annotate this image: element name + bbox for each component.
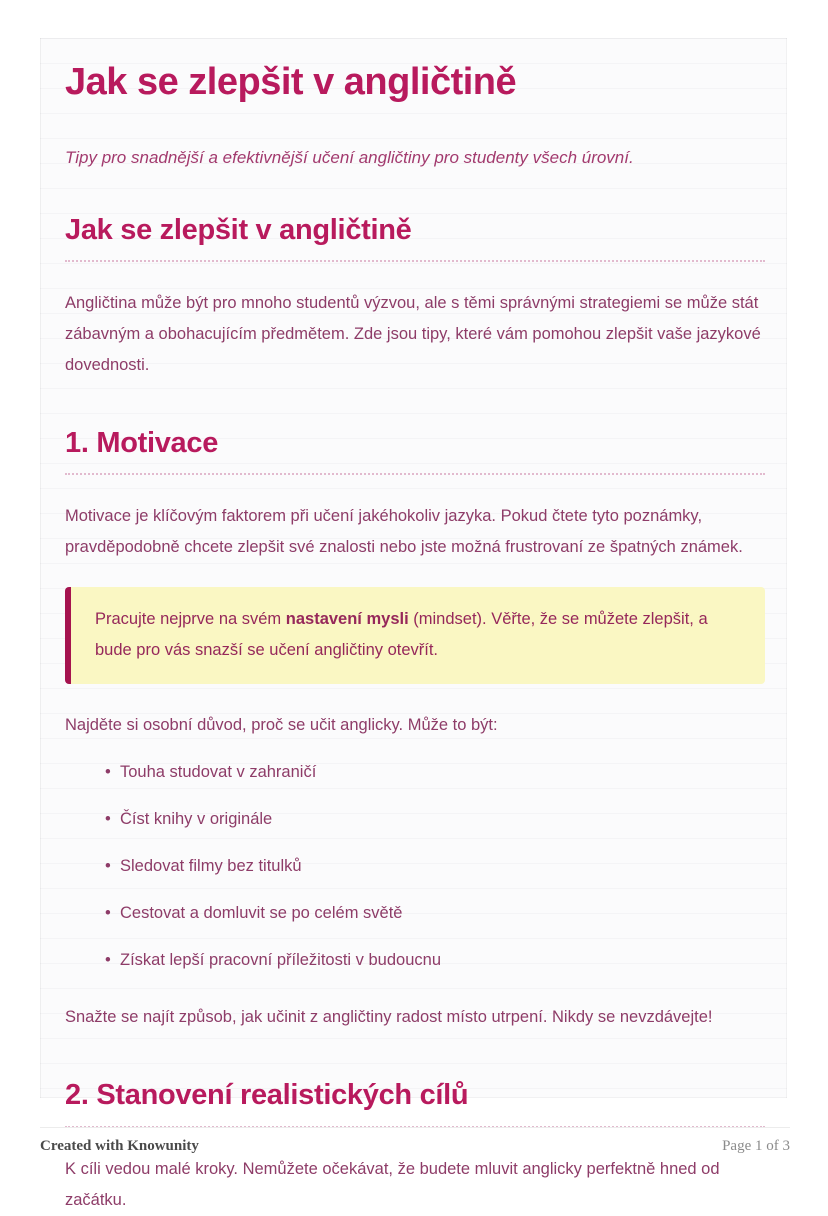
motivation-paragraph: Motivace je klíčovým faktorem při učení jakéhokoliv jazyka. Pokud čtete tyto poznámky, pravděpodobně chcete zlepšit své znalosti nebo jste možná frustrovaní ze špatných známek.	[65, 507, 743, 557]
page-number-indicator: Page 1 of 3	[722, 1138, 790, 1154]
goals-section-heading: 2. Stanovení realistických cílů	[65, 1079, 765, 1127]
page-content	[40, 60, 787, 1216]
reasons-list-intro: Najděte si osobní důvod, proč se učit anglicky. Může to být:	[65, 716, 498, 735]
list-item: • Sledovat filmy bez titulků	[65, 851, 765, 882]
callout-text-bold: nastavení mysli	[285, 610, 409, 629]
list-item: • Číst knihy v originále	[65, 804, 765, 835]
mindset-callout	[65, 587, 765, 684]
mindset-callout-text	[95, 604, 741, 666]
document-subtitle: Tipy pro snadnější a efektivnější učení angličtiny pro studenty všech úrovní.	[65, 147, 634, 167]
reasons-list	[65, 757, 765, 976]
list-item: • Cestovat a domluvit se po celém světě	[65, 898, 765, 929]
motivation-closing-paragraph: Snažte se najít způsob, jak učinit z angličtiny radost místo utrpení. Nikdy se nevzdávejte!	[65, 1008, 713, 1027]
list-item: • Touha studovat v zahraničí	[65, 757, 765, 788]
goals-paragraph: K cíli vedou malé kroky. Nemůžete očekávat, že budete mluvit anglicky perfektně hned od začátku.	[65, 1159, 720, 1209]
intro-section-heading: Jak se zlepšit v angličtině	[65, 214, 765, 262]
page-footer	[40, 1138, 790, 1155]
intro-paragraph: Angličtina může být pro mnoho studentů výzvou, ale s těmi správnými strategiemi se může stát zábavným a obohacujícím předmětem. Zde jsou tipy, které vám pomohou zlepšit vaše jazykové dovednosti.	[65, 293, 761, 374]
motivation-section-heading: 1. Motivace	[65, 427, 765, 475]
footer-divider	[40, 1127, 790, 1128]
document-title: Jak se zlepšit v angličtině	[65, 61, 517, 103]
callout-text-prefix: Pracujte nejprve na svém	[95, 610, 286, 629]
created-with-label: Created with Knowunity	[40, 1138, 199, 1154]
callout-text-suffix: (mindset). Věřte, že se můžete zlepšit, a bude pro vás snazší se učení angličtiny otevřít.	[95, 610, 708, 660]
list-item: • Získat lepší pracovní příležitosti v budoucnu	[65, 945, 765, 976]
